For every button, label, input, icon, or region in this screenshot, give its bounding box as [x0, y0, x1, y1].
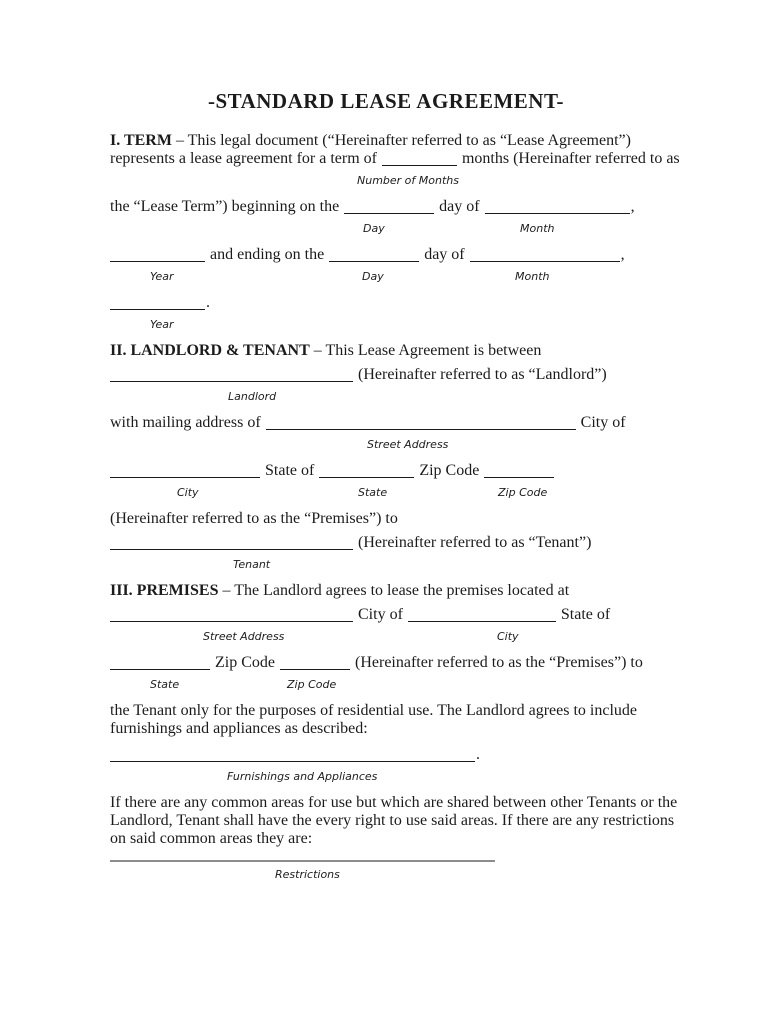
term-heading: I. TERM: [110, 132, 172, 149]
furnishings-blank[interactable]: [110, 761, 475, 762]
restrictions-blank[interactable]: [110, 860, 495, 862]
end-day-blank[interactable]: [329, 261, 419, 262]
document-title: -STANDARD LEASE AGREEMENT-: [207, 89, 565, 113]
begin-day-label: Day: [363, 222, 385, 235]
end-year-blank[interactable]: [110, 309, 205, 310]
premises-zip-blank[interactable]: [280, 669, 350, 670]
premises-street-city-line: [110, 606, 662, 624]
tenant-label: Tenant: [233, 558, 271, 571]
residential-use-line2: [110, 720, 662, 738]
number-of-months-blank[interactable]: [382, 165, 457, 166]
term-end-label-row: [110, 270, 662, 284]
term-heading-rest: – This legal document (“Hereinafter referred to as “Lease Agreement”): [171, 132, 631, 149]
premises-zipcode-text: Zip Code: [215, 654, 275, 671]
landlord-state-blank[interactable]: [319, 477, 414, 478]
furnishings-label: Furnishings and Appliances: [227, 770, 378, 783]
premises-state-label: State: [150, 678, 180, 691]
restrictions-label: Restrictions: [275, 868, 340, 881]
begin-month-label: Month: [520, 222, 555, 235]
tenant-name-line: [110, 534, 662, 552]
mailing-cityof: City of: [580, 414, 626, 431]
residential-use-line1: [110, 702, 662, 720]
use-line1-text: the Tenant only for the purposes of residential use. The Landlord agrees to include: [110, 702, 638, 719]
begin-year-blank[interactable]: [110, 261, 205, 262]
common-line2-text: Landlord, Tenant shall have the every right to use said areas. If there are any restrictions: [110, 812, 675, 829]
restrictions-label-row: [110, 868, 662, 882]
term-end-comma: ,: [620, 246, 625, 263]
landlord-label-row: [110, 390, 662, 404]
term-end-mid: and ending on the: [210, 246, 325, 263]
term-months-label-row: [110, 174, 662, 188]
landlord-city-state-zip-line: [110, 462, 662, 480]
term-endyear-label-row: [110, 318, 662, 332]
number-of-months-label: Number of Months: [357, 174, 459, 187]
landlord-zip-blank[interactable]: [484, 477, 554, 478]
common-areas-line3: [110, 830, 662, 848]
tenant-suffix: (Hereinafter referred to as “Tenant”): [358, 534, 592, 551]
premises-suffix: (Hereinafter referred to as the “Premises”) to: [355, 654, 643, 671]
end-day-label: Day: [362, 270, 384, 283]
begin-day-blank[interactable]: [344, 213, 434, 214]
premises-heading: III. PREMISES: [110, 582, 219, 599]
end-year-label: Year: [150, 318, 174, 331]
landlord-stateof: State of: [265, 462, 315, 479]
premises-heading-line: [110, 582, 662, 600]
use-line2-text: furnishings and appliances as described:: [110, 720, 368, 737]
tenant-name-blank[interactable]: [110, 549, 353, 550]
mailing-label-row: [110, 438, 662, 452]
premises-state-blank[interactable]: [110, 669, 210, 670]
landlord-street-address-label: Street Address: [367, 438, 449, 451]
premises-street-address-blank[interactable]: [110, 621, 353, 622]
premises-city-label: City: [497, 630, 519, 643]
mailing-pre: with mailing address of: [110, 414, 261, 431]
common-line1-text: If there are any common areas for use but which are shared between other Tenants or the: [110, 794, 678, 811]
common-line3-text: on said common areas they are:: [110, 830, 313, 847]
furnishings-label-row: [110, 770, 662, 784]
landlord-name-blank[interactable]: [110, 381, 353, 382]
premises-stateof: State of: [560, 606, 611, 623]
landlord-city-blank[interactable]: [110, 477, 260, 478]
term-begin-pre: the “Lease Term”) beginning on the: [110, 198, 340, 215]
premises-city-blank[interactable]: [408, 621, 556, 622]
term-endyear-period: .: [206, 294, 210, 311]
term-intro-line2: [110, 150, 680, 168]
term-begin-line: [110, 198, 662, 216]
page-content: [110, 89, 680, 892]
landlord-zipcode-text: Zip Code: [419, 462, 480, 479]
tenant-label-row: [110, 558, 662, 572]
landlord-zip-label: Zip Code: [498, 486, 548, 499]
landlord-label: Landlord: [228, 390, 277, 403]
premises-to-line: [110, 510, 662, 528]
begin-month-blank[interactable]: [485, 213, 630, 214]
common-areas-line2: [110, 812, 675, 830]
term-begin-dayof: day of: [439, 198, 480, 215]
landlord-city-label: City: [177, 486, 199, 499]
landlord-tenant-heading-rest: – This Lease Agreement is between: [309, 342, 542, 359]
term-begin-comma: ,: [630, 198, 635, 215]
mailing-address-line: [110, 414, 662, 432]
premises-cityof: City of: [358, 606, 403, 623]
landlord-tenant-heading-line: [110, 342, 662, 360]
term-line2-pre: represents a lease agreement for a term of: [110, 150, 377, 167]
premises-heading-rest: – The Landlord agrees to lease the premises located at: [218, 582, 570, 599]
premises-to-text: (Hereinafter referred to as the “Premises”) to: [110, 510, 398, 527]
premises-street-address-label: Street Address: [203, 630, 285, 643]
term-intro-line1: [110, 132, 662, 150]
landlord-csz-label-row: [110, 486, 662, 500]
term-end-line: [110, 246, 662, 264]
term-begin-label-row: [110, 222, 662, 236]
common-areas-line1: [110, 794, 678, 812]
end-month-blank[interactable]: [470, 261, 620, 262]
end-month-label: Month: [515, 270, 550, 283]
term-endyear-line: [110, 294, 662, 312]
premises-state-zip-label-row: [110, 678, 662, 692]
premises-zip-label: Zip Code: [287, 678, 337, 691]
premises-state-zip-line: [110, 654, 662, 672]
landlord-street-address-blank[interactable]: [266, 429, 576, 430]
furnishings-blank-line: [110, 746, 662, 764]
term-line2-post: months (Hereinafter referred to as: [461, 150, 680, 167]
landlord-tenant-heading: II. LANDLORD & TENANT: [110, 342, 310, 359]
landlord-state-label: State: [358, 486, 388, 499]
begin-year-label: Year: [150, 270, 174, 283]
landlord-suffix: (Hereinafter referred to as “Landlord”): [358, 366, 607, 383]
landlord-name-line: [110, 366, 662, 384]
term-end-dayof: day of: [424, 246, 465, 263]
furnishings-period: .: [476, 746, 480, 763]
premises-street-city-label-row: [110, 630, 662, 644]
